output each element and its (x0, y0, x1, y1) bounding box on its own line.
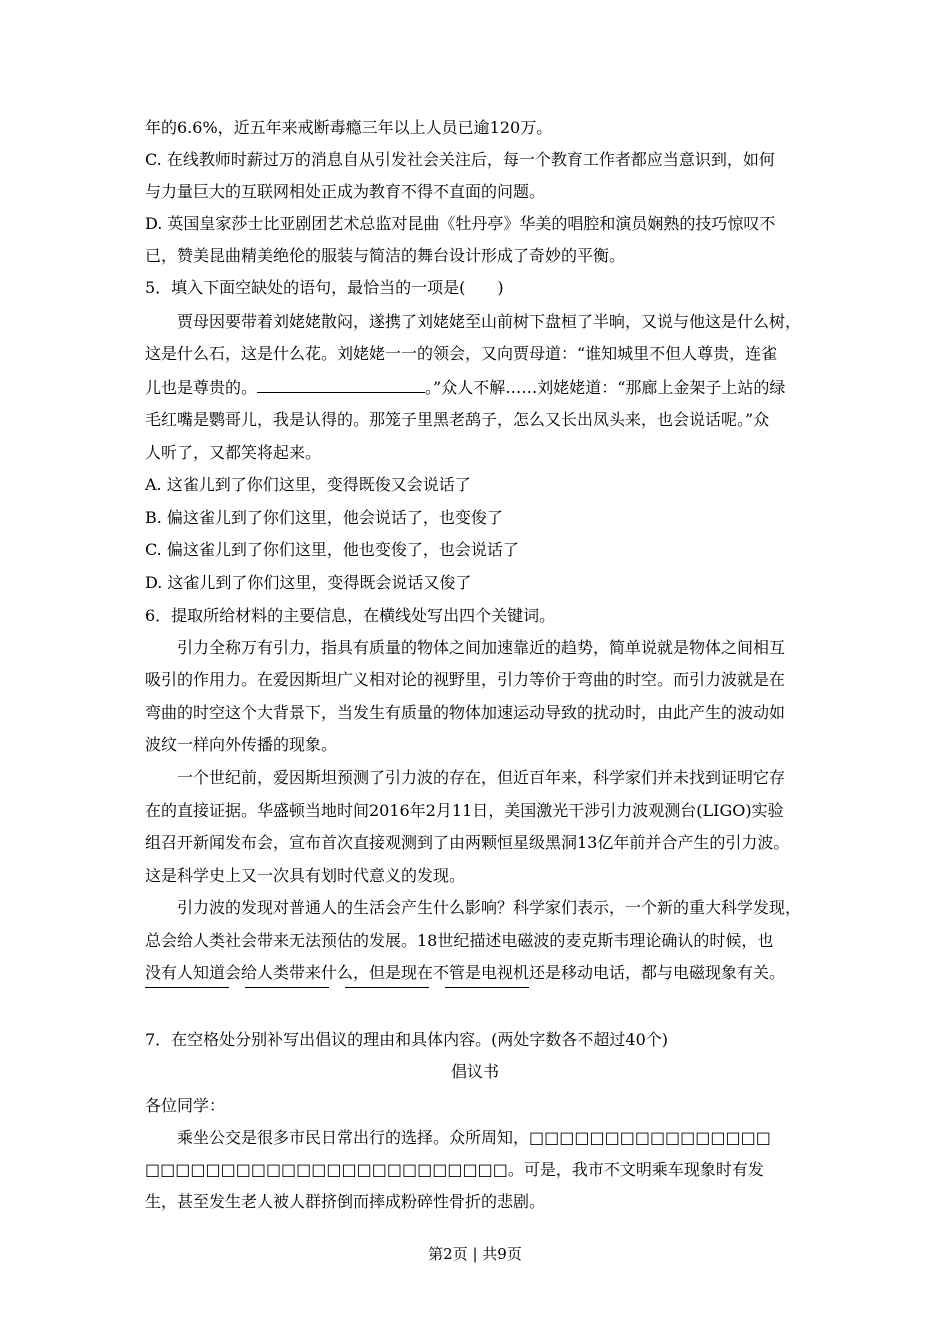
proposal-para1-line3: 生，甚至发生老人被人群挤倒而摔成粉碎性骨折的悲剧。 (145, 1192, 546, 1211)
q6-para2-line3: 组召开新闻发布会，宣布首次直接观测到了由两颗恒星级黑洞13亿年前并合产生的引力波。 (145, 833, 790, 852)
proposal-para1-line1: 乘坐公交是很多市民日常出行的选择。众所周知，□□□□□□□□□□□□□□□□ (177, 1128, 771, 1147)
q4-option-c-line1: C. 在线教师时薪过万的消息自从引发社会关注后，每一个教育工作者都应当意识到，如何 (145, 150, 775, 169)
q6-para3-line3: 没有人知道会给人类带来什么，但是现在不管是电视机还是移动电话，都与电磁现象有关。 (145, 963, 786, 982)
q7-stem: 7．在空格处分别补写出倡议的理由和具体内容。(两处字数各不超过40个) (145, 1030, 669, 1049)
q5-option-d: D. 这雀儿到了你们这里，变得既会说话又俊了 (145, 573, 472, 592)
q6-para2-line1: 一个世纪前，爱因斯坦预测了引力波的存在，但近百年来，科学家们并未找到证明它存 (177, 768, 786, 787)
q4-option-d-line2: 已，赞美昆曲精美绝伦的服装与简洁的舞台设计形成了奇妙的平衡。 (145, 246, 626, 265)
q5-passage-line3 (145, 378, 825, 398)
q5-passage-line5: 人听了，又都笑将起来。 (145, 443, 322, 462)
q5-passage-line3-end: 。”众人不解……刘姥姥道：“那廊上金架子上站的绿 (425, 378, 786, 397)
proposal-greeting: 各位同学： (145, 1096, 226, 1115)
q6-stem: 6．提取所给材料的主要信息，在横线处写出四个关键词。 (145, 606, 556, 625)
q6-para2-line2: 在的直接证据。华盛顿当地时间2016年2月11日，美国激光干涉引力波观测台(LIGO)实验 (145, 801, 784, 820)
answer-blank (257, 378, 425, 393)
proposal-para1-line2: □□□□□□□□□□□□□□□□□□□□□□□□。可是，我市不文明乘车现象时有发 (145, 1160, 764, 1179)
q6-para1-line1: 引力全称万有引力，指具有质量的物体之间加速靠近的趋势，简单说就是物体之间相互 (177, 638, 786, 657)
q5-stem: 5．填入下面空缺处的语句，最恰当的一项是( ) (145, 278, 504, 297)
q6-para3-line2: 总会给人类社会带来无法预估的发展。18世纪描述电磁波的麦克斯韦理论确认的时候，也 (145, 931, 774, 950)
q5-passage-line3-start: 儿也是尊贵的。 (145, 378, 258, 397)
proposal-title: 倡议书 (450, 1062, 499, 1081)
keyword-blank-2 (245, 987, 329, 988)
keyword-blank-4 (445, 987, 529, 988)
q5-passage-line1: 贾母因要带着刘姥姥散闷，遂携了刘姥姥至山前树下盘桓了半晌，又说与他这是什么树， (177, 312, 802, 331)
q4-option-b-tail: 年的6.6%，近五年来戒断毒瘾三年以上人员已逾120万。 (145, 118, 553, 137)
page-footer: 第2页 | 共9页 (428, 1245, 522, 1263)
q6-para3-line1: 引力波的发现对普通人的生活会产生什么影响？科学家们表示，一个新的重大科学发现， (177, 898, 802, 917)
q6-para1-line2: 吸引的作用力。在爱因斯坦广义相对论的视野里，引力等价于弯曲的时空。而引力波就是在 (145, 670, 786, 689)
q5-passage-line2: 这是什么石，这是什么花。刘姥姥一一的领会，又向贾母道：“谁知城里不但人尊贵，连雀 (145, 344, 778, 363)
q5-passage-line4: 毛红嘴是鹦哥儿，我是认得的。那笼子里黑老鸹子，怎么又长出凤头来，也会说话呢。”众 (145, 410, 770, 429)
q5-option-a: A. 这雀儿到了你们这里，变得既俊又会说话了 (145, 475, 471, 494)
q4-option-c-line2: 与力量巨大的互联网相处正成为教育不得不直面的问题。 (145, 182, 546, 201)
q6-para2-line4: 这是科学史上又一次具有划时代意义的发现。 (145, 866, 466, 885)
q4-option-d-line1: D. 英国皇家莎士比亚剧团艺术总监对昆曲《牡丹亭》华美的唱腔和演员娴熟的技巧惊叹不 (145, 214, 776, 233)
q6-para1-line3: 弯曲的时空这个大背景下，当发生有质量的物体加速运动导致的扰动时，由此产生的波动如 (145, 703, 786, 722)
q5-option-b: B. 偏这雀儿到了你们这里，他会说话了，也变俊了 (145, 508, 503, 527)
keyword-blank-1 (145, 987, 229, 988)
q5-option-c: C. 偏这雀儿到了你们这里，他也变俊了，也会说话了 (145, 540, 519, 559)
q6-para1-line4: 波纹一样向外传播的现象。 (145, 735, 338, 754)
keyword-blank-3 (345, 987, 429, 988)
